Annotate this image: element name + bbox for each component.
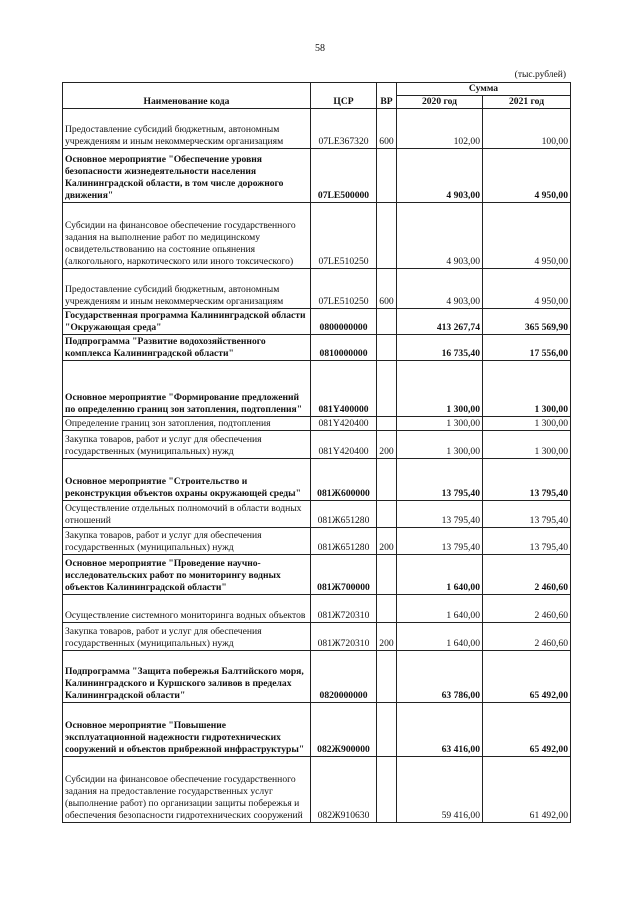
row-name: Основное мероприятие "Формирование предложений по определению границ зон затопления, подтопления" <box>63 361 311 417</box>
row-amount-2020: 413 267,74 <box>397 309 483 335</box>
row-amount-2021: 13 795,40 <box>483 528 571 555</box>
row-vr <box>377 149 397 203</box>
row-vr: 200 <box>377 623 397 651</box>
row-name: Субсидии на финансовое обеспечение государственного задания на предоставление государственных услуг (выполнение работ) по организации защиты побережья и обеспечения безопасности гидротехнических сооружений <box>63 757 311 823</box>
row-amount-2020: 102,00 <box>397 109 483 149</box>
table-row <box>63 757 571 823</box>
row-name: Основное мероприятие "Строительство и реконструкция объектов охраны окружающей среды" <box>63 459 311 501</box>
row-csr: 082Ж910630 <box>311 757 377 823</box>
header-name: Наименование кода <box>63 83 311 109</box>
table-row <box>63 501 571 528</box>
table-row <box>63 335 571 361</box>
row-csr: 07LE367320 <box>311 109 377 149</box>
row-amount-2021: 4 950,00 <box>483 203 571 269</box>
row-name: Государственная программа Калининградской области "Окружающая среда" <box>63 309 311 335</box>
row-amount-2021: 61 492,00 <box>483 757 571 823</box>
row-amount-2021: 13 795,40 <box>483 501 571 528</box>
row-vr <box>377 203 397 269</box>
table-header <box>63 83 571 109</box>
table-row <box>63 703 571 757</box>
row-amount-2020: 13 795,40 <box>397 528 483 555</box>
row-amount-2020: 63 416,00 <box>397 703 483 757</box>
row-amount-2020: 1 300,00 <box>397 361 483 417</box>
row-amount-2020: 16 735,40 <box>397 335 483 361</box>
row-amount-2020: 4 903,00 <box>397 149 483 203</box>
row-name: Основное мероприятие "Проведение научно-исследовательских работ по мониторингу водных объектов Калининградской области" <box>63 555 311 595</box>
row-name: Осуществление отдельных полномочий в области водных отношений <box>63 501 311 528</box>
row-name: Подпрограмма "Защита побережья Балтийского моря, Калининградского и Куршского заливов в пределах Калининградской области" <box>63 651 311 703</box>
page-number: 58 <box>315 43 325 54</box>
row-amount-2021: 2 460,60 <box>483 595 571 623</box>
row-amount-2020: 13 795,40 <box>397 501 483 528</box>
row-vr: 600 <box>377 109 397 149</box>
row-amount-2021: 2 460,60 <box>483 555 571 595</box>
row-amount-2020: 13 795,40 <box>397 459 483 501</box>
row-amount-2021: 4 950,00 <box>483 149 571 203</box>
row-csr: 081Y400000 <box>311 361 377 417</box>
row-csr: 07LE510250 <box>311 269 377 309</box>
row-name: Закупка товаров, работ и услуг для обеспечения государственных (муниципальных) нужд <box>63 431 311 459</box>
row-csr: 0820000000 <box>311 651 377 703</box>
table-row <box>63 459 571 501</box>
row-name: Закупка товаров, работ и услуг для обеспечения государственных (муниципальных) нужд <box>63 623 311 651</box>
row-name: Закупка товаров, работ и услуг для обеспечения государственных (муниципальных) нужд <box>63 528 311 555</box>
row-amount-2021: 365 569,90 <box>483 309 571 335</box>
row-csr: 081Ж720310 <box>311 595 377 623</box>
row-amount-2020: 1 640,00 <box>397 595 483 623</box>
table-row <box>63 651 571 703</box>
row-name: Предоставление субсидий бюджетным, автономным учреждениям и иным некоммерческим организациям <box>63 269 311 309</box>
row-csr: 081Y420400 <box>311 431 377 459</box>
row-csr: 082Ж900000 <box>311 703 377 757</box>
row-amount-2020: 63 786,00 <box>397 651 483 703</box>
row-amount-2020: 1 300,00 <box>397 417 483 431</box>
row-name: Предоставление субсидий бюджетным, автономным учреждениям и иным некоммерческим организациям <box>63 109 311 149</box>
row-name: Определение границ зон затопления, подтопления <box>63 417 311 431</box>
row-vr <box>377 595 397 623</box>
row-csr: 081Ж651280 <box>311 528 377 555</box>
table-row <box>63 623 571 651</box>
row-csr: 081Ж700000 <box>311 555 377 595</box>
row-csr: 07LE510250 <box>311 203 377 269</box>
table-row <box>63 361 571 417</box>
row-csr: 0800000000 <box>311 309 377 335</box>
row-vr <box>377 459 397 501</box>
row-amount-2021: 65 492,00 <box>483 703 571 757</box>
table-row <box>63 417 571 431</box>
table-row <box>63 149 571 203</box>
table-row <box>63 528 571 555</box>
table-row <box>63 203 571 269</box>
row-amount-2021: 65 492,00 <box>483 651 571 703</box>
row-amount-2021: 4 950,00 <box>483 269 571 309</box>
row-amount-2021: 1 300,00 <box>483 361 571 417</box>
table-row <box>63 309 571 335</box>
row-csr: 081Ж600000 <box>311 459 377 501</box>
row-amount-2020: 59 416,00 <box>397 757 483 823</box>
row-amount-2020: 1 300,00 <box>397 431 483 459</box>
row-csr: 0810000000 <box>311 335 377 361</box>
row-amount-2021: 13 795,40 <box>483 459 571 501</box>
row-amount-2021: 100,00 <box>483 109 571 149</box>
row-vr <box>377 757 397 823</box>
row-name: Подпрограмма "Развитие водохозяйственного комплекса Калининградской области" <box>63 335 311 361</box>
row-amount-2020: 1 640,00 <box>397 623 483 651</box>
header-sum: Сумма <box>397 83 571 96</box>
table-row <box>63 269 571 309</box>
row-amount-2021: 1 300,00 <box>483 431 571 459</box>
row-vr <box>377 361 397 417</box>
row-name: Осуществление системного мониторинга водных объектов <box>63 595 311 623</box>
row-name: Субсидии на финансовое обеспечение государственного задания на выполнение работ по медицинскому освидетельствованию на состояние опьянения (алкогольного, наркотического или иного токсического) <box>63 203 311 269</box>
table-row <box>63 595 571 623</box>
row-vr: 200 <box>377 528 397 555</box>
row-vr <box>377 417 397 431</box>
row-csr: 081Ж720310 <box>311 623 377 651</box>
header-year-2020: 2020 год <box>397 96 483 109</box>
row-vr <box>377 335 397 361</box>
table-body <box>63 109 571 823</box>
table-row <box>63 555 571 595</box>
row-vr <box>377 501 397 528</box>
budget-table <box>62 82 571 823</box>
row-name: Основное мероприятие "Обеспечение уровня безопасности жизнедеятельности населения Калининградской области, в том числе дорожного движения" <box>63 149 311 203</box>
row-vr: 600 <box>377 269 397 309</box>
header-vr: ВР <box>377 83 397 109</box>
row-vr <box>377 703 397 757</box>
row-amount-2021: 1 300,00 <box>483 417 571 431</box>
row-csr: 081Y420400 <box>311 417 377 431</box>
table-row <box>63 109 571 149</box>
row-vr: 200 <box>377 431 397 459</box>
table-row <box>63 431 571 459</box>
row-name: Основное мероприятие "Повышение эксплуатационной надежности гидротехнических сооружений и объектов прибрежной инфраструктуры" <box>63 703 311 757</box>
units-note: (тыс.рублей) <box>514 70 566 80</box>
row-vr <box>377 309 397 335</box>
row-vr <box>377 651 397 703</box>
row-amount-2020: 1 640,00 <box>397 555 483 595</box>
header-year-2021: 2021 год <box>483 96 571 109</box>
row-csr: 081Ж651280 <box>311 501 377 528</box>
row-amount-2020: 4 903,00 <box>397 203 483 269</box>
row-amount-2021: 17 556,00 <box>483 335 571 361</box>
row-vr <box>377 555 397 595</box>
row-amount-2021: 2 460,60 <box>483 623 571 651</box>
header-csr: ЦСР <box>311 83 377 109</box>
row-amount-2020: 4 903,00 <box>397 269 483 309</box>
row-csr: 07LE500000 <box>311 149 377 203</box>
